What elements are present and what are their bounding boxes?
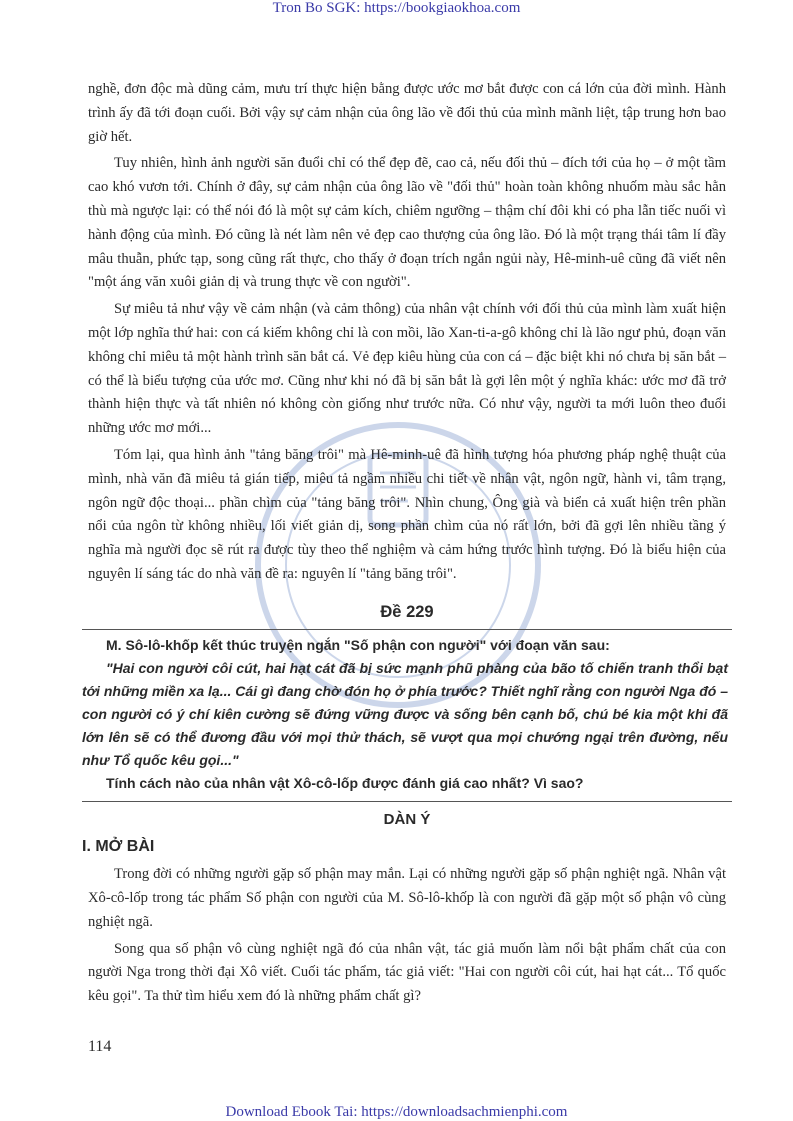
paragraph: Trong đời có những người gặp số phận may mắn. Lại có những người gặp số phận nghiệt ngã. Nhân vật Xô-cô-lốp trong tác phẩm Số phận con người của M. Sô-lô-khốp là con người đã gặp một số phận vô cùng nghiệt ngã. — [88, 866, 726, 930]
exam-title: Đề 229 — [380, 602, 434, 621]
paragraph: nghề, đơn độc mà dũng cảm, mưu trí thực hiện bằng được ước mơ bắt được con cá lớn của đời mình. Hành trình ấy đã tới đoạn cuối. Bởi vậy sự cảm nhận của ông lão về đối thủ của mình mãnh liệt, tập trung hơn bao giờ hết. — [88, 81, 726, 145]
exam-question: Tính cách nào của nhân vật Xô-cô-lốp được đánh giá cao nhất? Vì sao? — [106, 774, 584, 791]
exam-prompt — [82, 629, 732, 802]
header-source-link[interactable]: Tron Bo SGK: https://bookgiaokhoa.com — [272, 0, 521, 16]
paragraph: Tóm lại, qua hình ảnh "tảng băng trôi" mà Hê-minh-uê đã hình tượng hóa phương pháp nghệ thuật của mình, nhà văn đã miêu tả gián tiếp, miêu tả ngầm nhiều chi tiết về nhân vật, ngôn ngữ, hành vi, tâm trạng, ngôn ngữ độc thoại... phần chìm của "tảng băng trôi". Nhìn chung, Ông già và biển cả xuất hiện trên phần nổi của ngôn từ không nhiều, lối viết giản dị, song phần chìm của nó rất lớn, bởi đã gợi lên nhiều tầng ý nghĩa mà người đọc sẽ rút ra được tùy theo thể nghiệm và cảm hứng trước hình tượng. Đó là biểu hiện của nguyên lí sáng tác do nhà văn đề ra: nguyên lí "tảng băng trôi". — [88, 446, 726, 582]
outline-title: DÀN Ý — [383, 810, 431, 828]
exam-lead: M. Sô-lô-khốp kết thúc truyện ngắn "Số phận con người" với đoạn văn sau: — [106, 636, 610, 653]
paragraph: Tuy nhiên, hình ảnh người săn đuổi chỉ có thể đẹp đẽ, cao cả, nếu đối thủ – đích tới của họ – ở một tầm cao khó vươn tới. Chính ở đây, sự cảm nhận của ông lão về "đối thủ" hoàn toàn không nhuốm màu sắc hằn thù mà ngược lại: có thể nói đó là một sự cảm kích, chiêm ngưỡng – thậm chí đôi khi có pha lẫn tiếc nuối vì hành động của mình. Đó cũng là nét làm nên vẻ đẹp cao thượng của ông lão. Đó là một trạng thái tâm lí đầy mâu thuẫn, phức tạp, song cũng rất thực, cho thấy ở đoạn trích ngắn ngủi này, Hê-minh-uê cũng đã viết nên "một áng văn xuôi giản dị và trung thực về con người". — [88, 155, 726, 291]
exam-quote: "Hai con người côi cút, hai hạt cát đã bị sức mạnh phũ phàng của bão tố chiến tranh thổi bạt tới những miền xa lạ... Cái gì đang chờ đón họ ở phía trước? Thiết nghĩ rằng con người Nga đó – con người có ý chí kiên cường sẽ đứng vững được và sống bên cạnh bố, chú bé kia một khi đã lớn lên sẽ có thể đương đầu với mọi thử thách, sẽ vượt qua mọi chướng ngại trên đường, nếu như Tổ quốc kêu gọi..." — [82, 659, 728, 768]
paragraph: Sự miêu tả như vậy về cảm nhận (và cảm thông) của nhân vật chính với đối thủ của mình làm xuất hiện một lớp nghĩa thứ hai: con cá kiếm không chỉ là con mồi, lão Xan-ti-a-gô không chỉ là lão ngư phủ, đoạn văn không chỉ miêu tả một hành trình săn bắt cá. Vẻ đẹp kiêu hùng của con cá – đặc biệt khi nó chưa bị săn bắt – có thể là biểu tượng của ước mơ. Cũng như khi nó đã bị săn bắt là gợi lên một ý nghĩa khác: ước mơ đã trở thành hiện thực và tất nhiên nó không còn giống như trước nữa. Có như vậy, người ta mới luôn theo đuổi những ước mơ mới... — [88, 301, 726, 437]
section-heading: I. MỞ BÀI — [82, 838, 155, 856]
page-content — [82, 78, 728, 1012]
page-number: 114 — [88, 1038, 112, 1055]
paragraph: Song qua số phận vô cùng nghiệt ngã đó của nhân vật, tác giả muốn làm nổi bật phẩm chất của con người Nga trong thời đại Xô viết. Cuối tác phẩm, tác giả viết: "Hai con người côi cút, hai hạt cát... Tổ quốc kêu gọi". Ta thử tìm hiểu xem đó là những phẩm chất gì? — [88, 940, 726, 1005]
footer-download-link[interactable]: Download Ebook Tai: https://downloadsachmienphi.com — [225, 1104, 568, 1120]
